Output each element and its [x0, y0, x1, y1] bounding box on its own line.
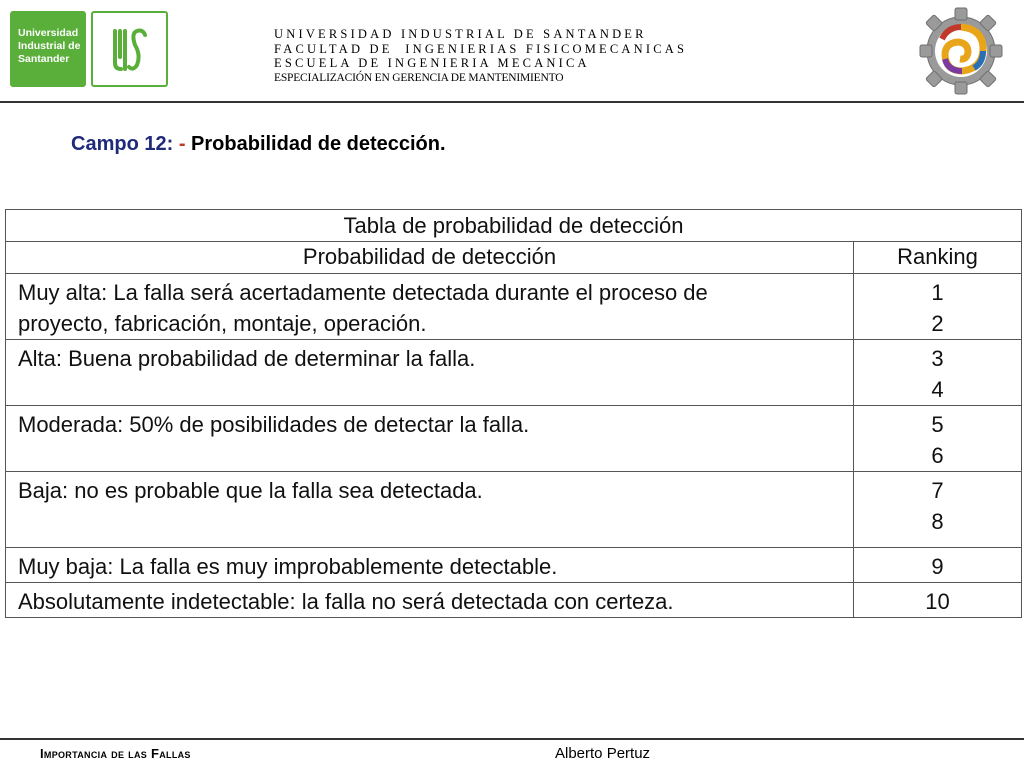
column-header-ranking: Ranking	[854, 242, 1022, 274]
footer-author: Alberto Pertuz	[555, 745, 651, 762]
description-line: Absolutamente indetectable: la falla no será detectada con certeza.	[18, 589, 674, 614]
page-title	[71, 133, 446, 156]
uis-text-logo	[10, 11, 86, 87]
header-divider	[0, 101, 1024, 103]
rank-value: 9	[931, 554, 944, 579]
rank-value: 5	[931, 412, 944, 437]
institution-heading	[274, 27, 687, 85]
table-row	[6, 406, 1022, 472]
logo-line-1: Universidad	[18, 27, 79, 39]
description-line: Baja: no es probable que la falla sea detectada.	[18, 478, 483, 503]
row-description	[6, 472, 854, 548]
row-ranking	[854, 548, 1022, 583]
rank-value: 7	[931, 478, 944, 503]
rank-value: 2	[931, 311, 944, 336]
rank-value: 10	[925, 589, 950, 614]
title-text: Probabilidad de detección.	[191, 133, 446, 155]
row-description	[6, 406, 854, 472]
row-ranking	[854, 583, 1022, 618]
description-line: Moderada: 50% de posibilidades de detectar la falla.	[18, 412, 530, 437]
rank-value: 8	[931, 509, 944, 534]
table-row	[6, 472, 1022, 548]
field-label: Campo 12:	[71, 133, 174, 155]
footer-topic: Importancia de las Fallas	[40, 746, 191, 761]
title-dash: -	[178, 133, 186, 155]
detection-probability-table	[5, 209, 1022, 618]
description-line: Alta: Buena probabilidad de determinar la falla.	[18, 346, 476, 371]
table-row	[6, 548, 1022, 583]
gear-spiral-logo-icon	[918, 5, 1004, 97]
row-ranking	[854, 406, 1022, 472]
row-ranking	[854, 472, 1022, 548]
row-description	[6, 583, 854, 618]
table-caption: Tabla de probabilidad de detección	[6, 210, 1022, 242]
description-line: proyecto, fabricación, montaje, operación.	[18, 311, 427, 336]
column-header-probability: Probabilidad de detección	[6, 242, 854, 274]
rank-value: 4	[931, 377, 944, 402]
footer-divider	[0, 738, 1024, 740]
rank-value: 3	[931, 346, 944, 371]
rank-value: 6	[931, 443, 944, 468]
school-name: ESCUELA DE INGENIERIA MECANICA	[274, 56, 590, 70]
faculty-name: FACULTAD DE INGENIERIAS FISICOMECANICAS	[274, 41, 688, 56]
table-row	[6, 274, 1022, 340]
row-description	[6, 274, 854, 340]
table-row	[6, 340, 1022, 406]
table-caption-row	[6, 210, 1022, 242]
row-ranking	[854, 274, 1022, 340]
rank-value: 1	[931, 280, 944, 305]
description-line: Muy alta: La falla será acertadamente detectada durante el proceso de	[18, 280, 708, 305]
description-line: Muy baja: La falla es muy improbablemente detectable.	[18, 554, 558, 579]
uis-monogram-logo	[91, 11, 168, 87]
table-header-row	[6, 242, 1022, 274]
university-name: UNIVERSIDAD INDUSTRIAL DE SANTANDER	[274, 27, 647, 41]
logo-line-2: Industrial de	[18, 40, 81, 52]
row-description	[6, 548, 854, 583]
logo-line-3: Santander	[18, 53, 70, 65]
table-row	[6, 583, 1022, 618]
uis-monogram-icon	[93, 13, 166, 85]
specialization-name: ESPECIALIZACIÓN EN GERENCIA DE MANTENIMIENTO	[274, 71, 564, 84]
row-description	[6, 340, 854, 406]
row-ranking	[854, 340, 1022, 406]
